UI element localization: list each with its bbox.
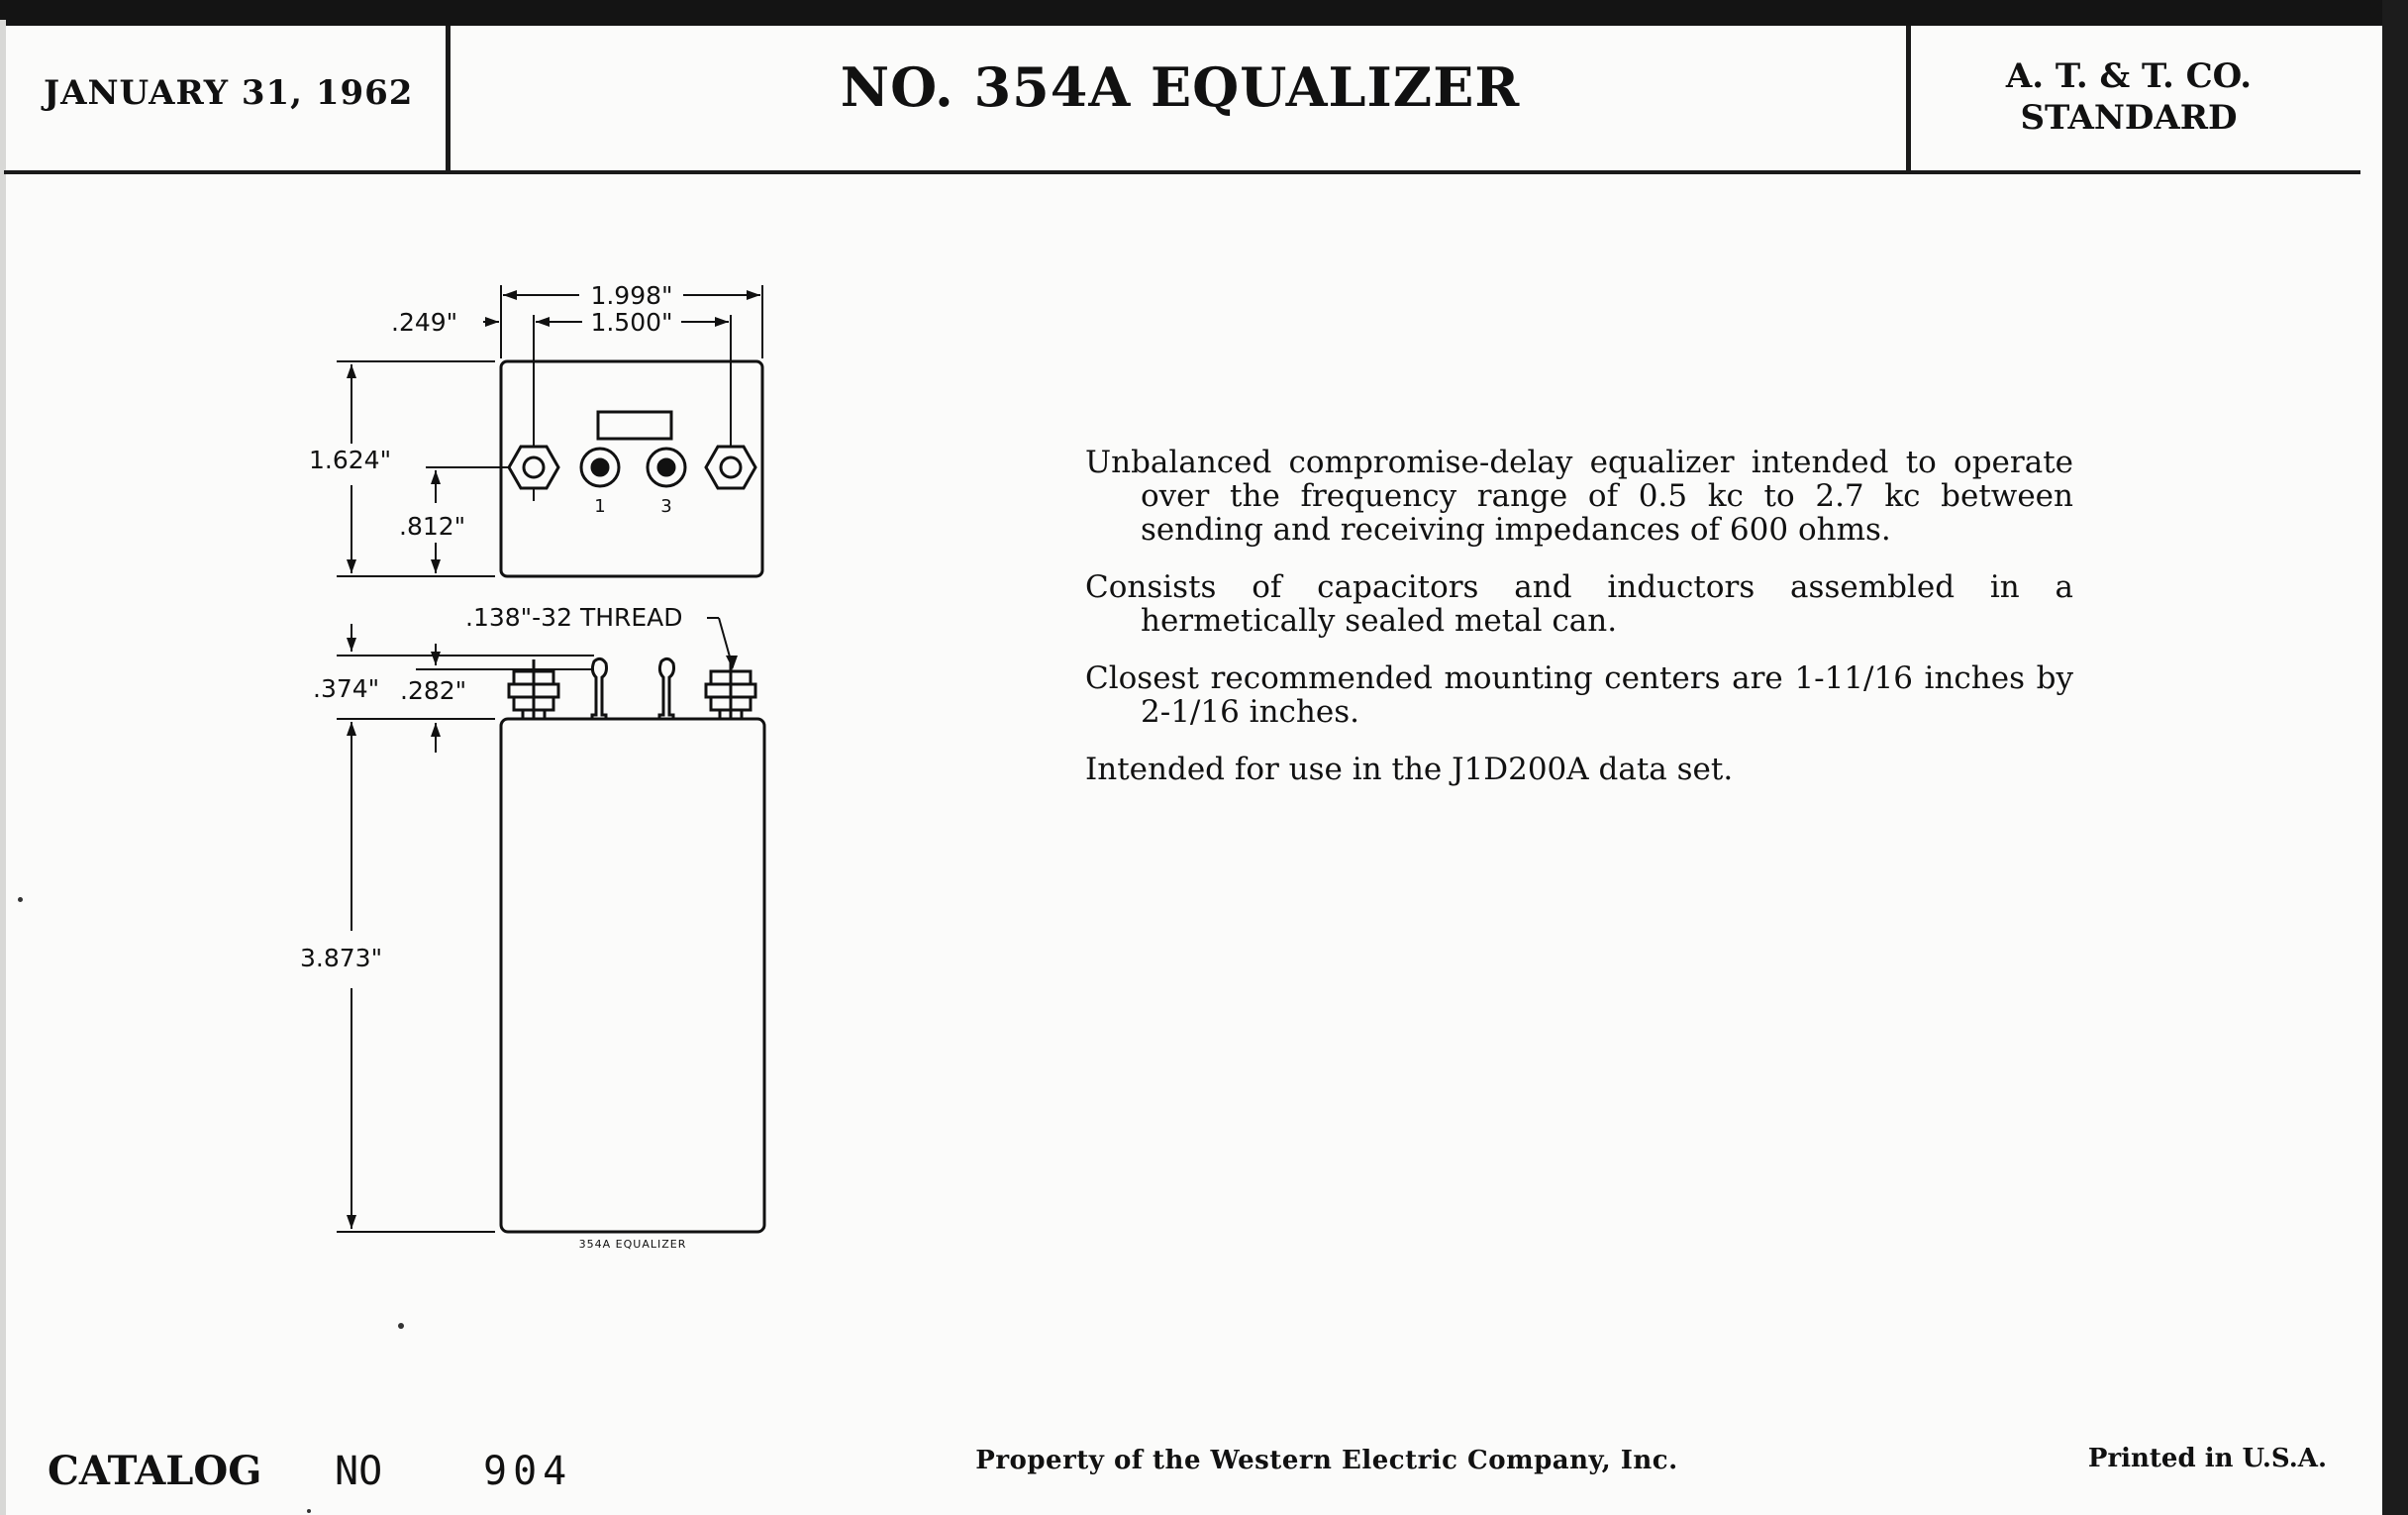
dim-terminal-height: .374" [313, 674, 380, 703]
scan-speck [398, 1323, 404, 1329]
terminal-label-1: 1 [594, 496, 606, 517]
dim-top-height: 1.624" [309, 446, 392, 474]
header-divider-left [446, 26, 451, 172]
hex-terminal-left-hole [524, 457, 544, 477]
footer-catalog [48, 1448, 602, 1494]
scan-top-edge [0, 0, 2408, 26]
dim-edge-offset: .249" [391, 308, 458, 337]
side-solder-lug-1 [592, 658, 607, 719]
catalog-no-label: NO [335, 1449, 383, 1494]
description-paragraph: Closest recommended mounting centers are 1-11/16 inches by 2-1/16 inches. [1085, 660, 2073, 730]
drawing-svg [277, 267, 832, 1267]
dimension-drawing [277, 267, 832, 1267]
top-view-nameplate [598, 412, 671, 439]
description-paragraph: Intended for use in the J1D200A data set. [1085, 752, 1734, 787]
footer-property: Property of the Western Electric Company, Inc. [975, 1446, 1678, 1475]
header-standard [1911, 55, 2347, 139]
can-label: 354A EQUALIZER [578, 1238, 687, 1251]
scan-speck [18, 897, 23, 902]
header-title: NO. 354A EQUALIZER [840, 55, 1521, 119]
scan-speck [307, 1509, 311, 1513]
catalog-number: 904 [483, 1449, 573, 1494]
dim-half-height: .812" [399, 512, 466, 541]
header-standard-label: STANDARD [2020, 98, 2238, 138]
top-view-body [501, 361, 762, 576]
dim-overall-width: 1.998" [590, 281, 673, 310]
scan-left-edge [0, 20, 6, 1515]
catalog-label: CATALOG [48, 1448, 262, 1494]
dim-post-height: .282" [400, 676, 467, 705]
scan-right-edge [2382, 0, 2408, 1515]
hex-terminal-left [509, 447, 558, 488]
header-standard-company: A. T. & T. CO. [2005, 56, 2253, 96]
dim-can-height: 3.873" [300, 944, 383, 972]
hex-terminal-right [706, 447, 755, 488]
footer-printed: Printed in U.S.A. [2087, 1444, 2327, 1473]
description-paragraph: Unbalanced compromise-delay equalizer intended to operate over the frequency range of 0.5 kc to 2.7 kc between sending and receiving impedances of 600 ohms. [1085, 445, 2073, 548]
description [1085, 446, 2073, 810]
dim-terminal-spacing: 1.500" [590, 308, 673, 337]
header-rule [4, 170, 2360, 174]
side-solder-lug-3 [659, 658, 674, 719]
terminal-label-3: 3 [660, 496, 672, 517]
side-hex-post-right [706, 659, 755, 719]
header-date: JANUARY 31, 1962 [44, 73, 414, 113]
side-view-can [501, 719, 764, 1232]
description-paragraph: Consists of capacitors and inductors assembled in a hermetically sealed metal can. [1085, 569, 2073, 639]
dim-thread: .138"-32 THREAD [465, 603, 683, 632]
hex-terminal-right-hole [721, 457, 741, 477]
